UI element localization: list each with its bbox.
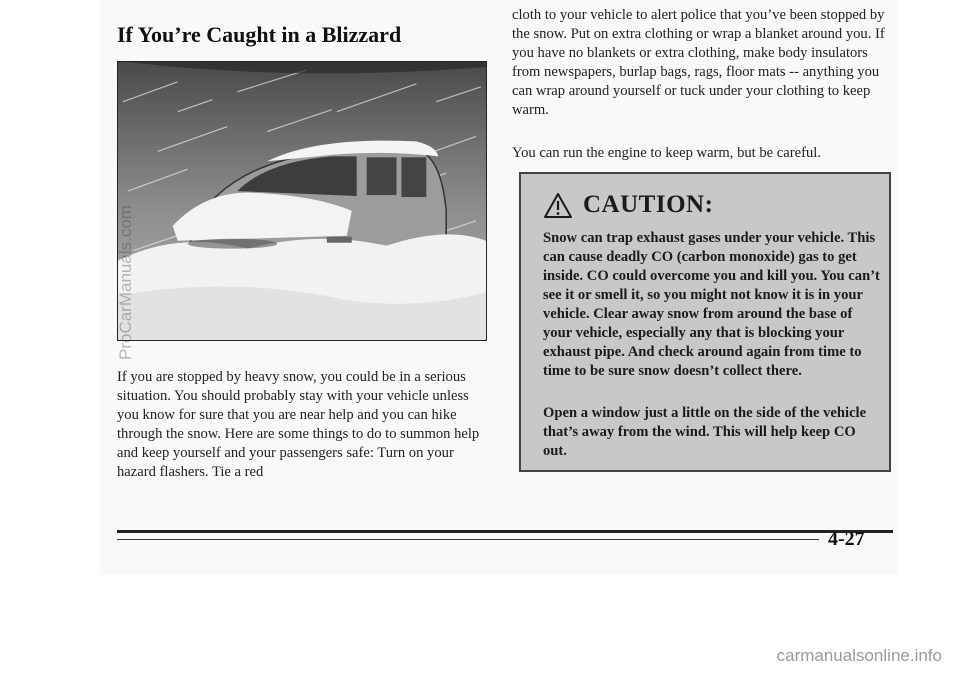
caution-header [543, 191, 713, 219]
blizzard-van-illustration [117, 61, 487, 341]
right-column-paragraph-1: cloth to your vehicle to alert police that you’ve been stopped by the snow. Put on extra clothing or wrap a blanket around you. If you have no blankets or extra clothing, make body insulators from newspapers, burlap bags, rags, floor mats -- anything you can wrap around yourself or tuck under your clothing to keep warm. [512, 7, 885, 118]
caution-paragraph-1: Snow can trap exhaust gases under your vehicle. This can cause deadly CO (carbon monoxide) gas to get inside. CO could overcome you and kill you. You can’t see it or smell it, so you might not know it is in your vehicle. Clear away snow from around the base of your vehicle, especially any that is blocking your exhaust pipe. And check around again from time to time to be sure snow doesn’t collect there. [543, 230, 880, 379]
footer-watermark: carmanualsonline.info [776, 646, 942, 665]
warning-triangle-icon [543, 192, 573, 219]
footer-rule-thin [117, 539, 819, 540]
caution-title: CAUTION: [583, 191, 714, 218]
side-watermark: ProCarManuals.com [116, 205, 135, 360]
page-number: 4-27 [828, 528, 865, 550]
caution-box [519, 172, 891, 472]
left-column-paragraph: If you are stopped by heavy snow, you could be in a serious situation. You should probably stay with your vehicle unless you know for sure that you are near help and you can hike through the snow. Here are some things to do to summon help and keep yourself and your passengers safe: Turn on your hazard flashers. Tie a red [117, 369, 480, 480]
van-in-snow-image [118, 62, 486, 340]
caution-paragraph-2: Open a window just a little on the side of the vehicle that’s away from the wind. This will help keep CO out. [543, 405, 867, 459]
footer-rule-thick [117, 530, 893, 533]
right-column-paragraph-2: You can run the engine to keep warm, but be careful. [512, 145, 821, 161]
section-heading: If You’re Caught in a Blizzard [117, 22, 402, 47]
